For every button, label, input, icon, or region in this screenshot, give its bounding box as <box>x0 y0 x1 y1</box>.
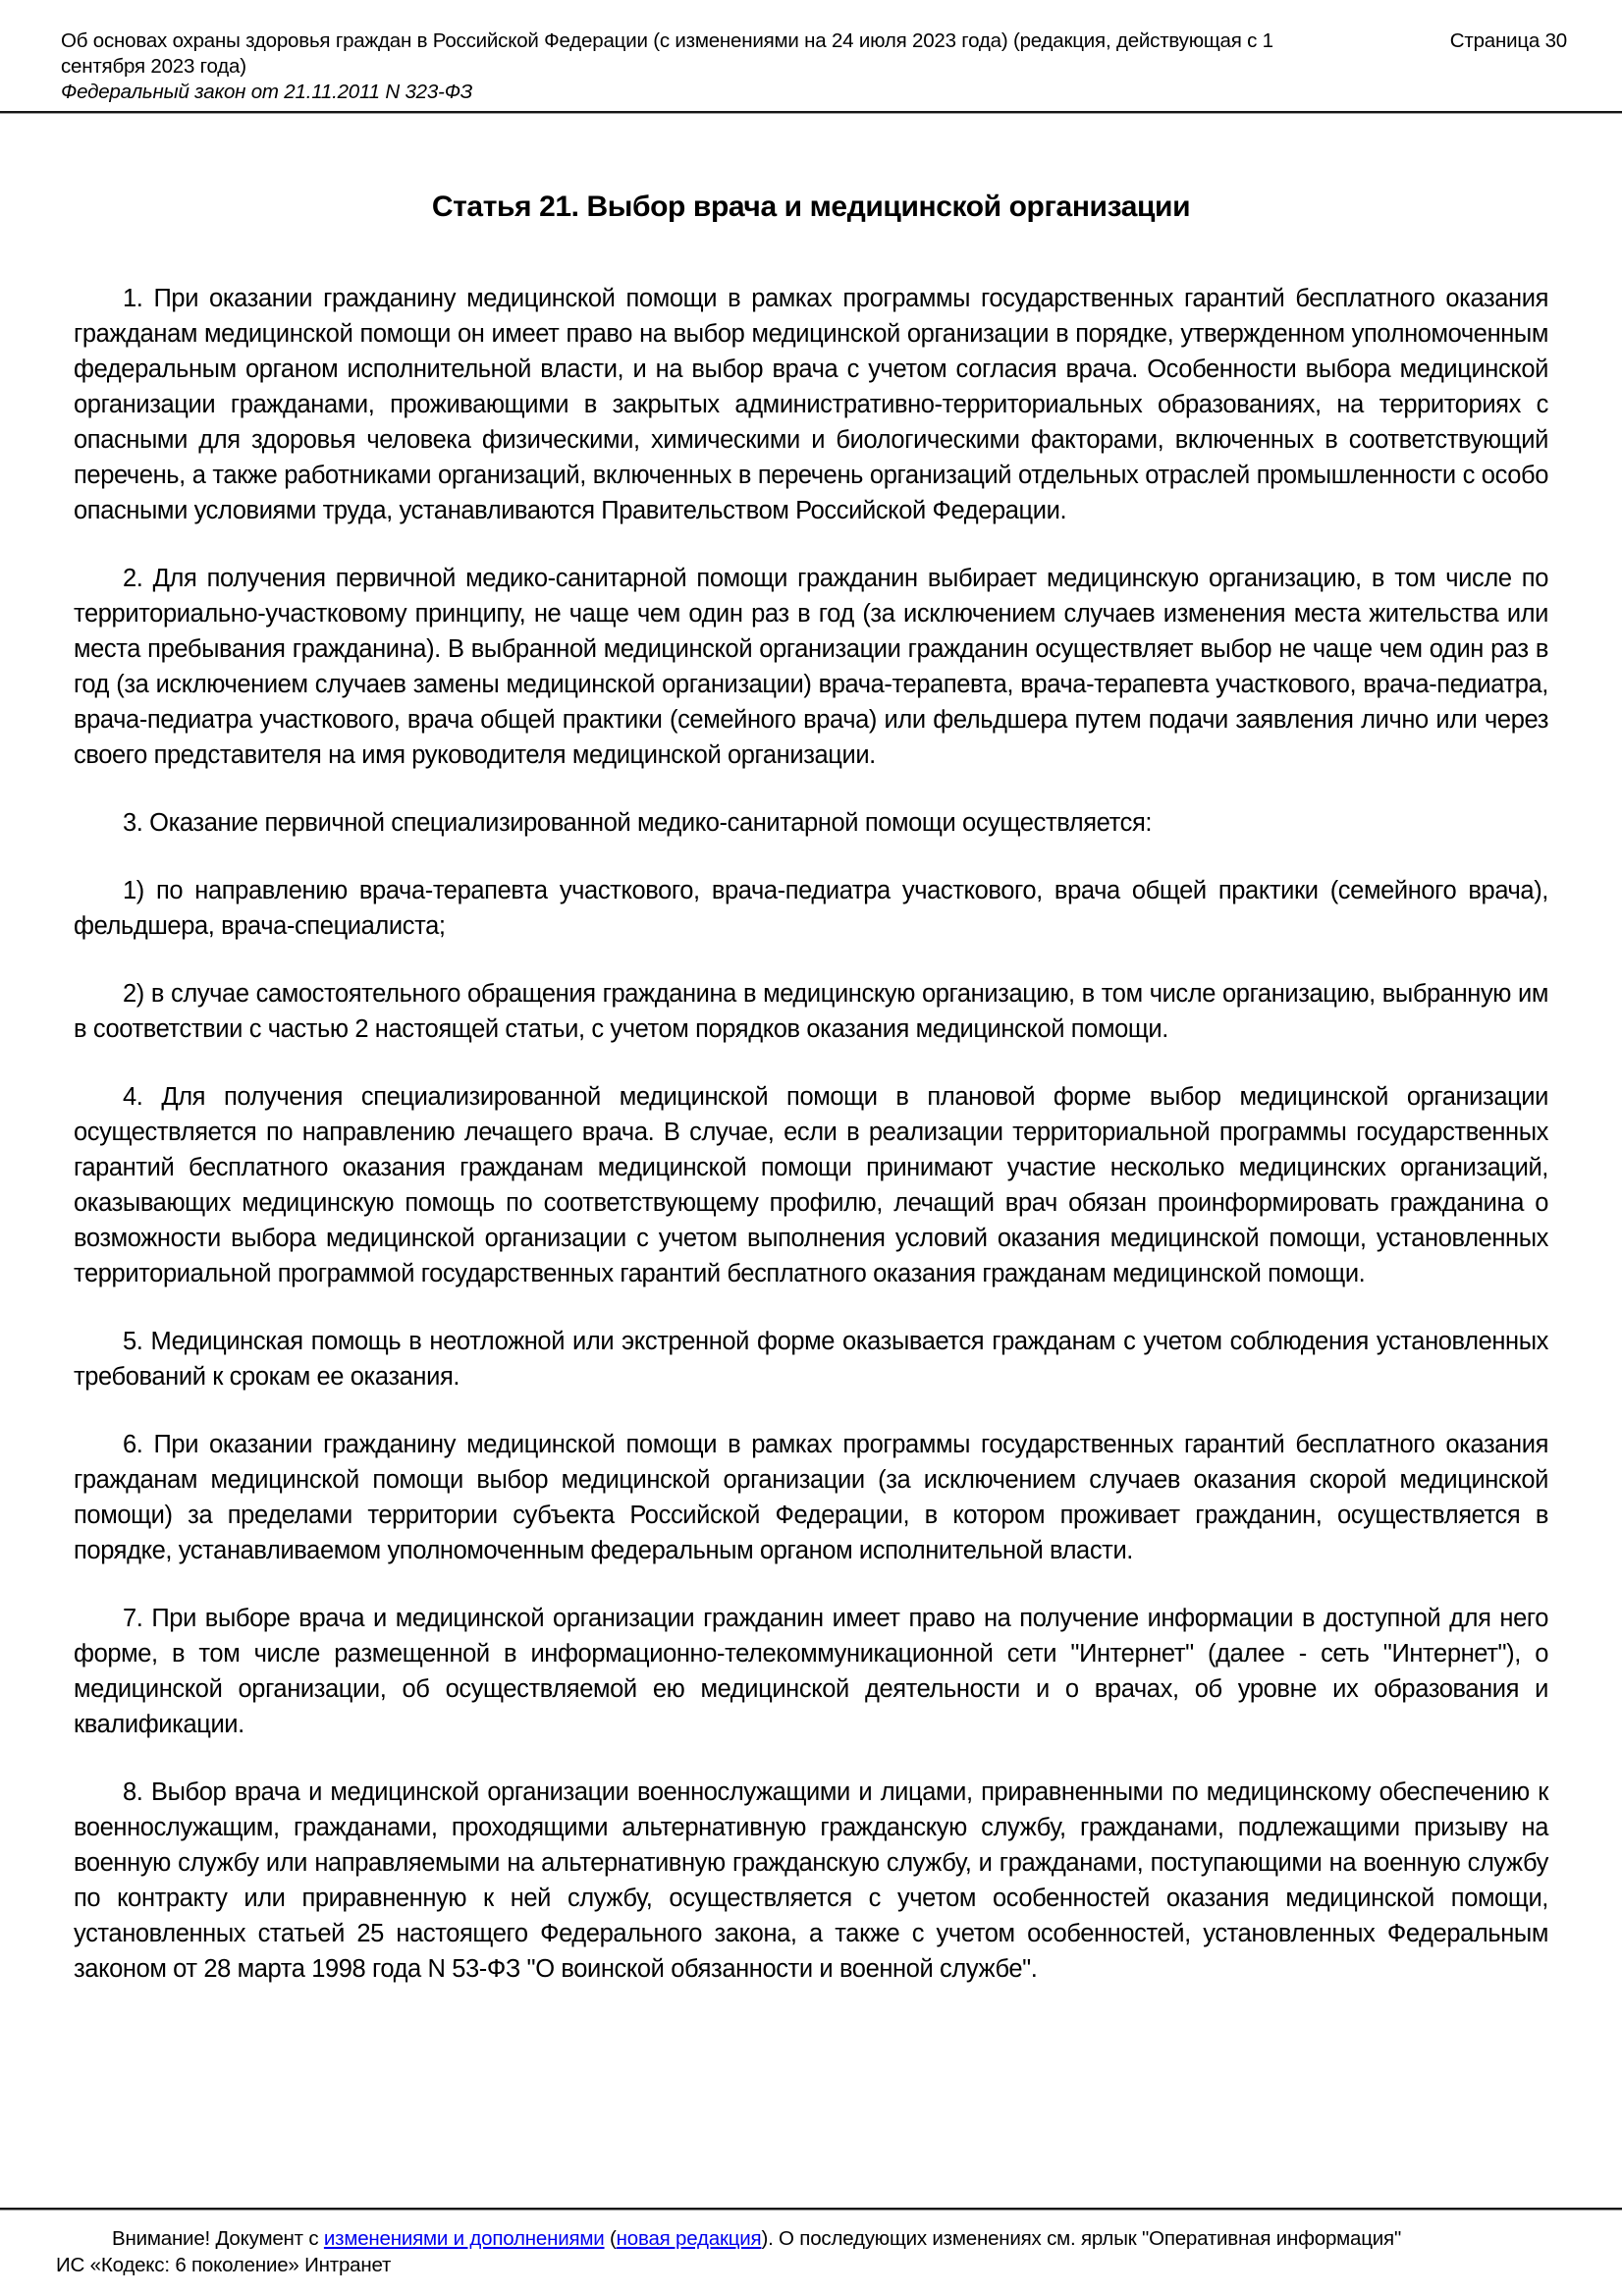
article-list-item: 2) в случае самостоятельного обращения гражданина в медицинскую организацию, в том числе организацию, выбранную им в соответствии с частью 2 настоящей статьи, с учетом порядков оказания медицинской помощи. <box>74 980 1548 1043</box>
document-title: Об основах охраны здоровья граждан в Российской Федерации (с изменениями на 24 июля 2023 года) (редакция, действующая с 1 сентября 2023 года) <box>61 29 1273 78</box>
article-paragraph: 1. При оказании гражданину медицинской помощи в рамках программы государственных гарантий бесплатного оказания гражданам медицинской помощи он имеет право на выбор медицинской организации в порядке, утвержденном уполномоченным федеральным органом исполнительной власти, и на выбор врача с учетом согласия врача. Особенности выбора медицинской организации гражданами, проживающими в закрытых административно-территориальных образованиях, на территориях с опасными для здоровья человека физическими, химическими и биологическими факторами, включенных в соответствующий перечень, а также работниками организаций, включенных в перечень организаций отдельных отраслей промышленности с особо опасными условиями труда, устанавливаются Правительством Российской Федерации. <box>74 285 1548 524</box>
article-body <box>74 114 1548 2019</box>
header-text-block <box>61 28 1329 105</box>
article-paragraph: 6. При оказании гражданину медицинской помощи в рамках программы государственных гарантий бесплатного оказания гражданам медицинской помощи выбор медицинской организации (за исключением случаев оказания скорой медицинской помощи) за пределами территории субъекта Российской Федерации, в котором проживает гражданин, осуществляется в порядке, устанавливаемом уполномоченным федеральным органом исполнительной власти. <box>74 1431 1548 1564</box>
page-header <box>61 28 1567 105</box>
article-paragraph: 8. Выбор врача и медицинской организации военнослужащими и лицами, приравненными по медицинскому обеспечению к военнослужащим, гражданами, проходящими альтернативную гражданскую службу, гражданами, подлежащими призыву на военную службу или направляемыми на альтернативную гражданскую службу, и гражданами, поступающими на военную службу по контракту или приравненную к ней службу, осуществляется с учетом особенностей оказания медицинской помощи, установленных статьей 25 настоящего Федерального закона, а также с учетом особенностей, установленных Федеральным законом от 28 марта 1998 года N 53-ФЗ "О воинской обязанности и военной службе". <box>74 1778 1548 1983</box>
header-divider <box>0 111 1622 113</box>
article-paragraph: 3. Оказание первичной специализированной медико-санитарной помощи осуществляется: <box>123 809 1153 837</box>
article-heading: Статья 21. Выбор врача и медицинской организации <box>431 191 1191 223</box>
new-edition-link[interactable]: новая редакция <box>616 2227 762 2250</box>
changes-and-additions-link[interactable]: изменениями и дополнениями <box>323 2227 605 2250</box>
notice-prefix: Внимание! Документ с <box>112 2227 324 2250</box>
article-list-item: 1) по направлению врача-терапевта участкового, врача-педиатра участкового, врача общей практики (семейного врача), фельдшера, врача-специалиста; <box>74 877 1548 940</box>
footer-text-block <box>0 2208 1622 2278</box>
notice-mid: ( <box>604 2227 617 2250</box>
notice-suffix: ). О последующих изменениях см. ярлык "Оперативная информация" <box>761 2227 1402 2250</box>
system-label: ИС «Кодекс: 6 поколение» Интранет <box>56 2254 392 2276</box>
article-paragraph: 5. Медицинская помощь в неотложной или экстренной форме оказывается гражданам с учетом соблюдения установленных требований к срокам ее оказания. <box>74 1328 1548 1391</box>
page-footer <box>0 2208 1622 2278</box>
article-paragraph: 7. При выборе врача и медицинской организации гражданин имеет право на получение информации в доступной для него форме, в том числе размещенной в информационно-телекоммуникационной сети "Интернет" (далее - сеть "Интернет"), о медицинской организации, об осуществляемой ею медицинской деятельности и о врачах, об уровне их образования и квалификации. <box>74 1605 1548 1738</box>
article-paragraph: 4. Для получения специализированной медицинской помощи в плановой форме выбор медицинской организации осуществляется по направлению лечащего врача. В случае, если в реализации территориальной программы государственных гарантий бесплатного оказания гражданам медицинской помощи принимают участие несколько медицинских организаций, оказывающих медицинскую помощь по соответствующему профилю, лечащий врач обязан проинформировать гражданина о возможности выбора медицинской организации с учетом выполнения условий оказания медицинской помощи, установленных территориальной программой государственных гарантий бесплатного оказания гражданам медицинской помощи. <box>74 1083 1548 1287</box>
footer-divider <box>0 2208 1622 2210</box>
attention-notice <box>56 2225 1567 2252</box>
page-number: Страница 30 <box>1449 29 1567 52</box>
document-subtitle: Федеральный закон от 21.11.2011 N 323-ФЗ <box>61 81 473 103</box>
article-paragraph: 2. Для получения первичной медико-санитарной помощи гражданин выбирает медицинскую организацию, в том числе по территориально-участковому принципу, не чаще чем один раз в год (за исключением случаев изменения места жительства или места пребывания гражданина). В выбранной медицинской организации гражданин осуществляет выбор не чаще чем один раз в год (за исключением случаев замены медицинской организации) врача-терапевта, врача-терапевта участкового, врача-педиатра, врача-педиатра участкового, врача общей практики (семейного врача) или фельдшера путем подачи заявления лично или через своего представителя на имя руководителя медицинской организации. <box>74 565 1548 769</box>
